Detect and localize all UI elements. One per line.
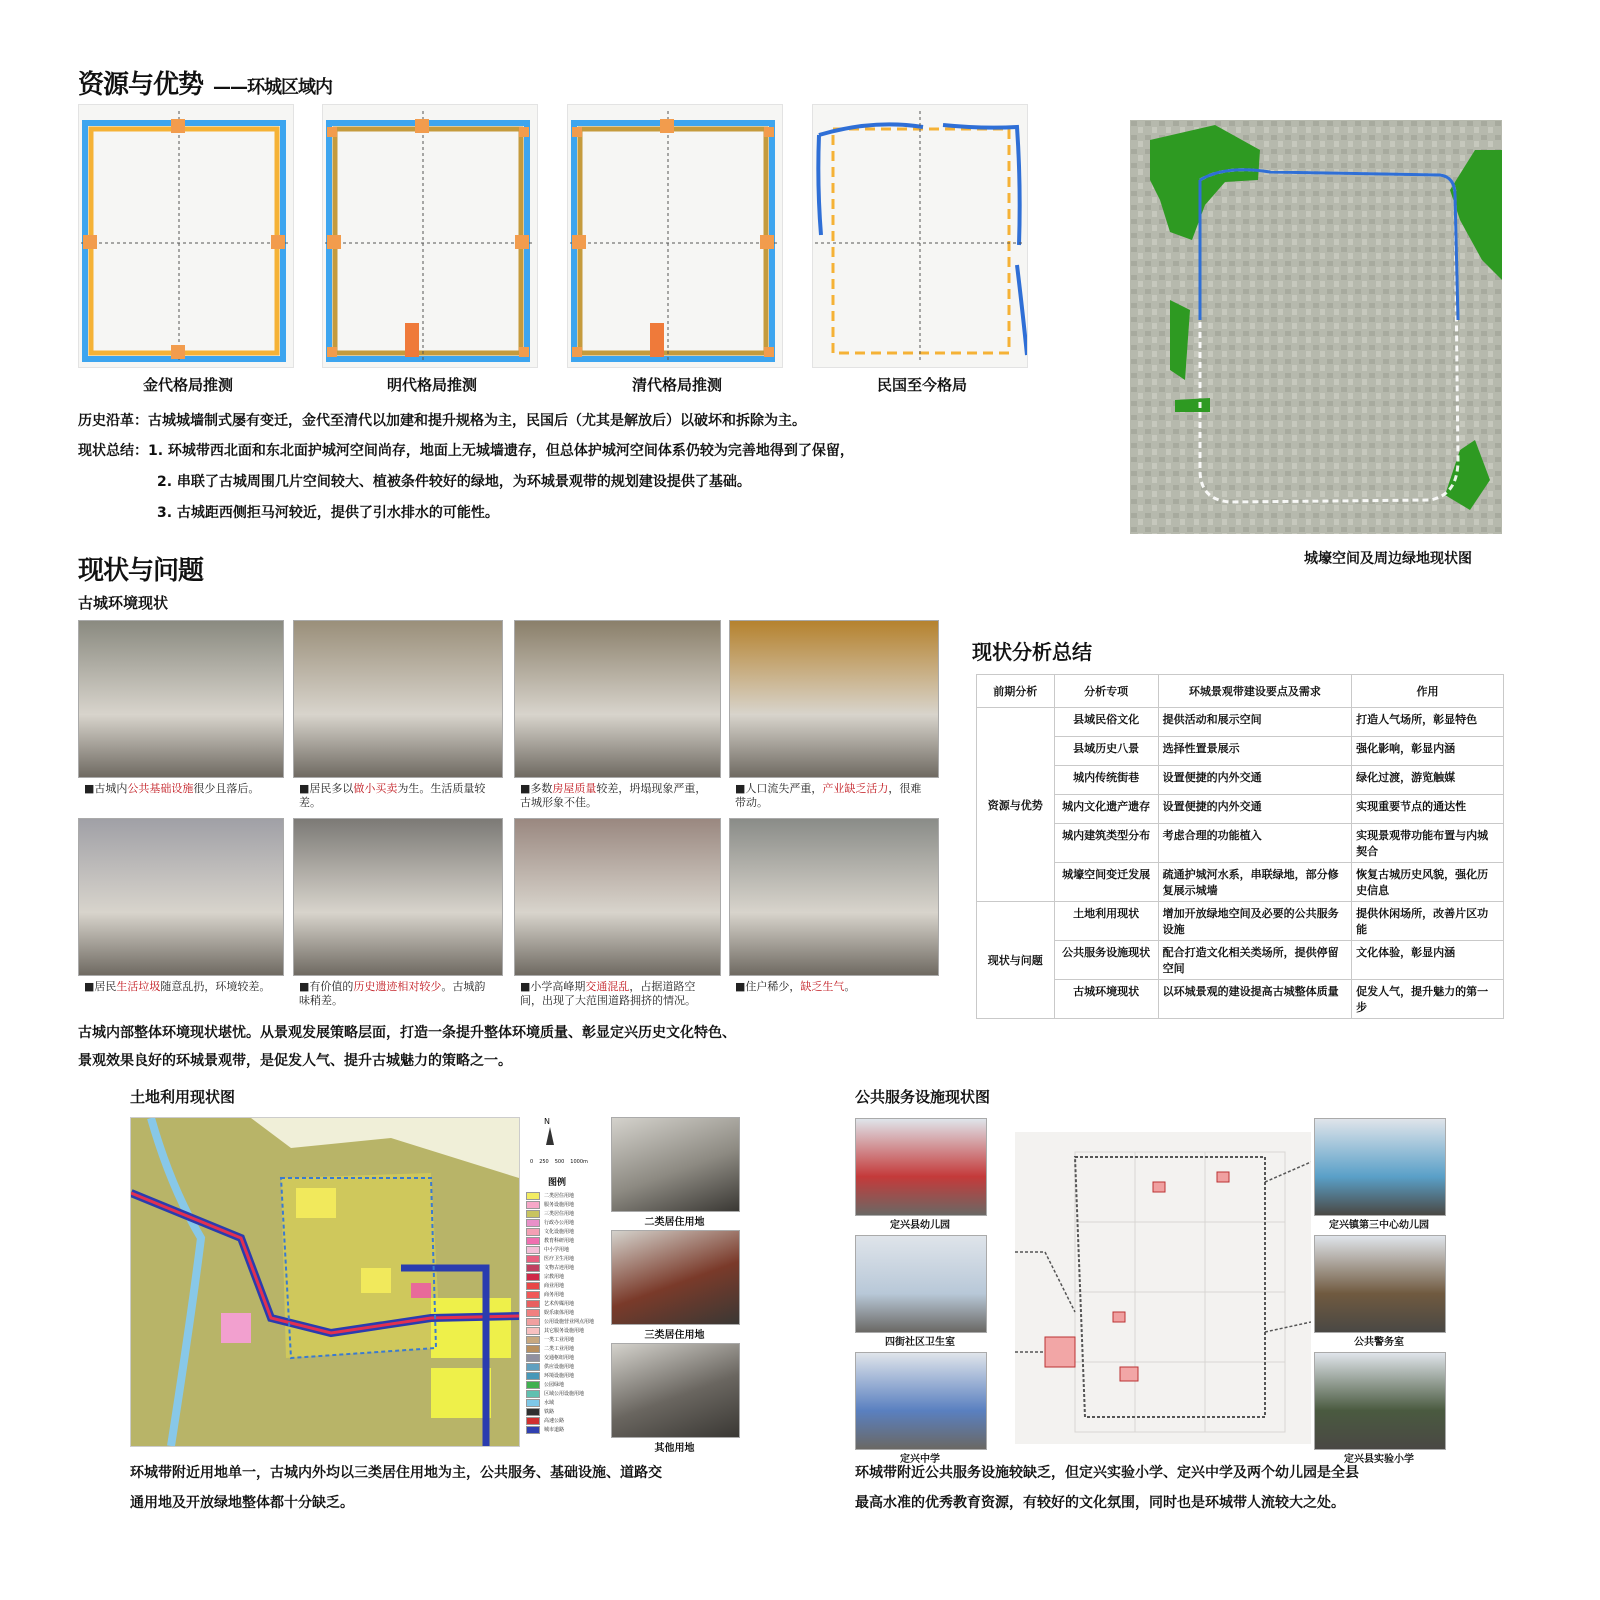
legend-item: 水域 <box>526 1398 594 1407</box>
legend-item: 服务设施用地 <box>526 1200 594 1209</box>
env-summary-2: 景观效果良好的环城景观带，是促发人气、提升古城魅力的策略之一。 <box>78 1053 512 1069</box>
legend-swatch <box>526 1201 540 1209</box>
legend-item: 交通枢纽用地 <box>526 1353 594 1362</box>
legend-item: 区域公用设施用地 <box>526 1389 594 1398</box>
landuse-photo <box>611 1117 740 1212</box>
history-diagram-1 <box>78 104 294 368</box>
env-photo-caption: ■多数房屋质量较差，坍塌现象严重，古城形象不佳。 <box>520 782 707 809</box>
table-cell: 增加开放绿地空间及必要的公共服务设施 <box>1158 902 1351 941</box>
table-cell: 古城环境现状 <box>1054 980 1158 1019</box>
table-cell: 城内文化遗产遗存 <box>1054 795 1158 824</box>
env-photo <box>293 620 503 778</box>
legend-item: 娱乐康体用地 <box>526 1308 594 1317</box>
table-cell: 打造人气场所，彰显特色 <box>1352 708 1504 737</box>
table-header: 环城景观带建设要点及需求 <box>1158 675 1351 708</box>
table-cell: 考虑合理的功能植入 <box>1158 824 1351 863</box>
table-cell: 设置便捷的内外交通 <box>1158 795 1351 824</box>
landuse-photo <box>611 1230 740 1325</box>
legend-swatch <box>526 1417 540 1425</box>
legend-swatch <box>526 1345 540 1353</box>
history-diagram-caption: 金代格局推测 <box>142 376 233 394</box>
table-cell: 选择性置景展示 <box>1158 737 1351 766</box>
public-photo <box>855 1352 987 1450</box>
legend-swatch <box>526 1309 540 1317</box>
public-text-1: 环城带附近公共服务设施较缺乏，但定兴实验小学、定兴中学及两个幼儿园是全县 <box>855 1465 1359 1481</box>
history-diagram-caption: 民国至今格局 <box>876 376 967 394</box>
legend-item: 高速公路 <box>526 1416 594 1425</box>
table-row <box>977 824 1504 863</box>
env-photo-caption: ■人口流失严重，产业缺乏活力，很难带动。 <box>735 782 922 809</box>
legend-item: 铁路 <box>526 1407 594 1416</box>
landuse-title: 土地利用现状图 <box>130 1088 236 1106</box>
legend-item: 公园绿地 <box>526 1380 594 1389</box>
legend-swatch <box>526 1246 540 1254</box>
landuse-photo <box>611 1343 740 1438</box>
table-cell: 文化体验，彰显内涵 <box>1352 941 1504 980</box>
table-cell: 城内建筑类型分布 <box>1054 824 1158 863</box>
table-cell: 配合打造文化相关类场所，提供停留空间 <box>1158 941 1351 980</box>
landuse-text-2: 通用地及开放绿地整体都十分缺乏。 <box>130 1495 354 1511</box>
legend-item: 其它服务设施用地 <box>526 1326 594 1335</box>
public-text-2: 最高水准的优秀教育资源，有较好的文化氛围，同时也是环城带人流较大之处。 <box>855 1495 1345 1511</box>
table-group-label: 现状与问题 <box>977 902 1055 1019</box>
table-cell: 实现景观带功能布置与内城契合 <box>1352 824 1504 863</box>
legend-swatch <box>526 1372 540 1380</box>
env-photo <box>78 620 284 778</box>
legend-swatch <box>526 1327 540 1335</box>
table-cell: 以环城景观的建设提高古城整体质量 <box>1158 980 1351 1019</box>
legend-item: 医疗卫生用地 <box>526 1254 594 1263</box>
table-row <box>977 795 1504 824</box>
table-row <box>977 708 1504 737</box>
landuse-photo-caption: 其他用地 <box>654 1443 695 1454</box>
landuse-legend <box>520 1117 602 1445</box>
table-row <box>977 737 1504 766</box>
env-photo <box>729 818 939 976</box>
legend-swatch <box>526 1291 540 1299</box>
legend-swatch <box>526 1282 540 1290</box>
table-row <box>977 863 1504 902</box>
legend-item: 文化设施用地 <box>526 1227 594 1236</box>
legend-item: 城市道路 <box>526 1425 594 1434</box>
legend-swatch <box>526 1237 540 1245</box>
env-photo <box>729 620 939 778</box>
public-photo-caption: 定兴县实验小学 <box>1344 1454 1414 1465</box>
legend-swatch <box>526 1228 540 1236</box>
legend-item: 中小学用地 <box>526 1245 594 1254</box>
legend-swatch <box>526 1210 540 1218</box>
landuse-map <box>130 1117 520 1447</box>
table-row <box>977 902 1504 941</box>
env-photo <box>293 818 503 976</box>
legend-item: 一类工业用地 <box>526 1335 594 1344</box>
env-photo <box>514 818 721 976</box>
table-row <box>977 980 1504 1019</box>
public-photo <box>855 1118 987 1216</box>
env-photo <box>78 818 284 976</box>
legend-swatch <box>526 1399 540 1407</box>
legend-title: 图例 <box>548 1178 567 1188</box>
aerial-map <box>1130 120 1502 534</box>
analysis-table <box>976 674 1506 1019</box>
section-title-status: 现状与问题 <box>78 556 204 586</box>
public-photo-caption: 定兴中学 <box>900 1454 940 1465</box>
env-photo-caption: ■住户稀少，缺乏生气。 <box>735 980 856 993</box>
status-summary-3: 3. 古城距西侧拒马河较近，提供了引水排水的可能性。 <box>157 505 499 521</box>
legend-swatch <box>526 1264 540 1272</box>
env-photo <box>514 620 721 778</box>
legend-swatch <box>526 1273 540 1281</box>
status-summary-1: 现状总结：1. 环城带西北面和东北面护城河空间尚存，地面上无城墙遗存，但总体护城河空间体系仍较为完善地得到了保留， <box>78 443 854 459</box>
section-subtitle: ——环城区域内 <box>213 77 333 98</box>
env-photo-caption: ■居民多以做小买卖为生。生活质量较差。 <box>299 782 486 809</box>
legend-swatch <box>526 1318 540 1326</box>
legend-swatch <box>526 1192 540 1200</box>
public-photo <box>855 1235 987 1333</box>
legend-item: 教育科研用地 <box>526 1236 594 1245</box>
table-cell: 城内传统街巷 <box>1054 766 1158 795</box>
table-header: 作用 <box>1352 675 1504 708</box>
legend-swatch <box>526 1426 540 1434</box>
legend-swatch <box>526 1381 540 1389</box>
legend-swatch <box>526 1354 540 1362</box>
table-cell: 公共服务设施现状 <box>1054 941 1158 980</box>
scale-bar: 0 250 500 1000m <box>530 1159 588 1165</box>
history-diagram-caption: 清代格局推测 <box>631 376 722 394</box>
legend-item: 宗教用地 <box>526 1272 594 1281</box>
env-photo-caption: ■古城内公共基础设施很少且落后。 <box>84 782 260 795</box>
public-photo <box>1314 1118 1446 1216</box>
table-cell: 恢复古城历史风貌，强化历史信息 <box>1352 863 1504 902</box>
env-summary-1: 古城内部整体环境现状堪忧。从景观发展策略层面，打造一条提升整体环境质量、彰显定兴历史文化特色、 <box>78 1025 736 1041</box>
legend-item: 商务用地 <box>526 1290 594 1299</box>
table-cell: 促发人气，提升魅力的第一步 <box>1352 980 1504 1019</box>
legend-item: 商业用地 <box>526 1281 594 1290</box>
table-cell: 实现重要节点的通达性 <box>1352 795 1504 824</box>
public-photo-caption: 公共警务室 <box>1354 1337 1404 1348</box>
table-group-label: 资源与优势 <box>977 708 1055 902</box>
subsection-title-env: 古城环境现状 <box>78 594 169 612</box>
public-map <box>1015 1132 1311 1444</box>
legend-swatch <box>526 1408 540 1416</box>
env-photo-caption: ■有价值的历史遗迹相对较少。古城韵味稍差。 <box>299 980 486 1007</box>
history-diagram-3 <box>567 104 783 368</box>
legend-swatch <box>526 1255 540 1263</box>
legend-item: 二类居住用地 <box>526 1191 594 1200</box>
legend-item: 文物古迹用地 <box>526 1263 594 1272</box>
history-diagram-2 <box>322 104 538 368</box>
public-photo <box>1314 1235 1446 1333</box>
table-cell: 县域历史八景 <box>1054 737 1158 766</box>
table-cell: 提供活动和展示空间 <box>1158 708 1351 737</box>
analysis-title: 现状分析总结 <box>972 640 1092 664</box>
legend-swatch <box>526 1336 540 1344</box>
legend-swatch <box>526 1300 540 1308</box>
table-header: 前期分析 <box>977 675 1055 708</box>
public-photo <box>1314 1352 1446 1450</box>
history-diagram-caption: 明代格局推测 <box>386 376 477 394</box>
legend-swatch <box>526 1363 540 1371</box>
table-cell: 疏通护城河水系，串联绿地，部分修复展示城墙 <box>1158 863 1351 902</box>
history-diagram-4 <box>812 104 1028 368</box>
legend-item: 三类居住用地 <box>526 1209 594 1218</box>
table-cell: 设置便捷的内外交通 <box>1158 766 1351 795</box>
public-photo-caption: 定兴县幼儿园 <box>890 1220 950 1231</box>
landuse-photo-caption: 三类居住用地 <box>644 1330 705 1341</box>
public-photo-caption: 四街社区卫生室 <box>885 1337 955 1348</box>
public-photo-caption: 定兴镇第三中心幼儿园 <box>1329 1220 1429 1231</box>
compass-icon <box>546 1127 554 1145</box>
north-arrow-icon: N <box>544 1117 550 1126</box>
table-cell: 强化影响，彰显内涵 <box>1352 737 1504 766</box>
aerial-caption: 城壕空间及周边绿地现状图 <box>1304 551 1472 567</box>
legend-item: 行政办公用地 <box>526 1218 594 1227</box>
env-photo-caption: ■居民生活垃圾随意乱扔，环境较差。 <box>84 980 271 993</box>
table-cell: 县域民俗文化 <box>1054 708 1158 737</box>
history-text: 历史沿革：古城城墙制式屡有变迁，金代至清代以加建和提升规格为主，民国后（尤其是解放后）以破坏和拆除为主。 <box>78 413 806 429</box>
legend-item: 二类工业用地 <box>526 1344 594 1353</box>
legend-item: 公用设施营业网点用地 <box>526 1317 594 1326</box>
table-cell: 土地利用现状 <box>1054 902 1158 941</box>
landuse-text-1: 环城带附近用地单一，古城内外均以三类居住用地为主，公共服务、基础设施、道路交 <box>130 1465 662 1481</box>
legend-swatch <box>526 1390 540 1398</box>
section-title-resources: 资源与优势 ——环城区域内 <box>78 70 333 100</box>
legend-item: 艺术传媒用地 <box>526 1299 594 1308</box>
landuse-photo-caption: 二类居住用地 <box>644 1217 705 1228</box>
table-cell: 城壕空间变迁发展 <box>1054 863 1158 902</box>
env-photo-caption: ■小学高峰期交通混乱，占据道路空间，出现了大范围道路拥挤的情况。 <box>520 980 696 1007</box>
table-cell: 提供休闲场所，改善片区功能 <box>1352 902 1504 941</box>
table-row <box>977 941 1504 980</box>
legend-item: 供应设施用地 <box>526 1362 594 1371</box>
table-row <box>977 766 1504 795</box>
legend-swatch <box>526 1219 540 1227</box>
status-summary-2: 2. 串联了古城周围几片空间较大、植被条件较好的绿地，为环城景观带的规划建设提供了基础。 <box>157 474 751 490</box>
table-cell: 绿化过渡，游览触媒 <box>1352 766 1504 795</box>
public-title: 公共服务设施现状图 <box>855 1088 991 1106</box>
legend-item: 环境设施用地 <box>526 1371 594 1380</box>
table-header: 分析专项 <box>1054 675 1158 708</box>
